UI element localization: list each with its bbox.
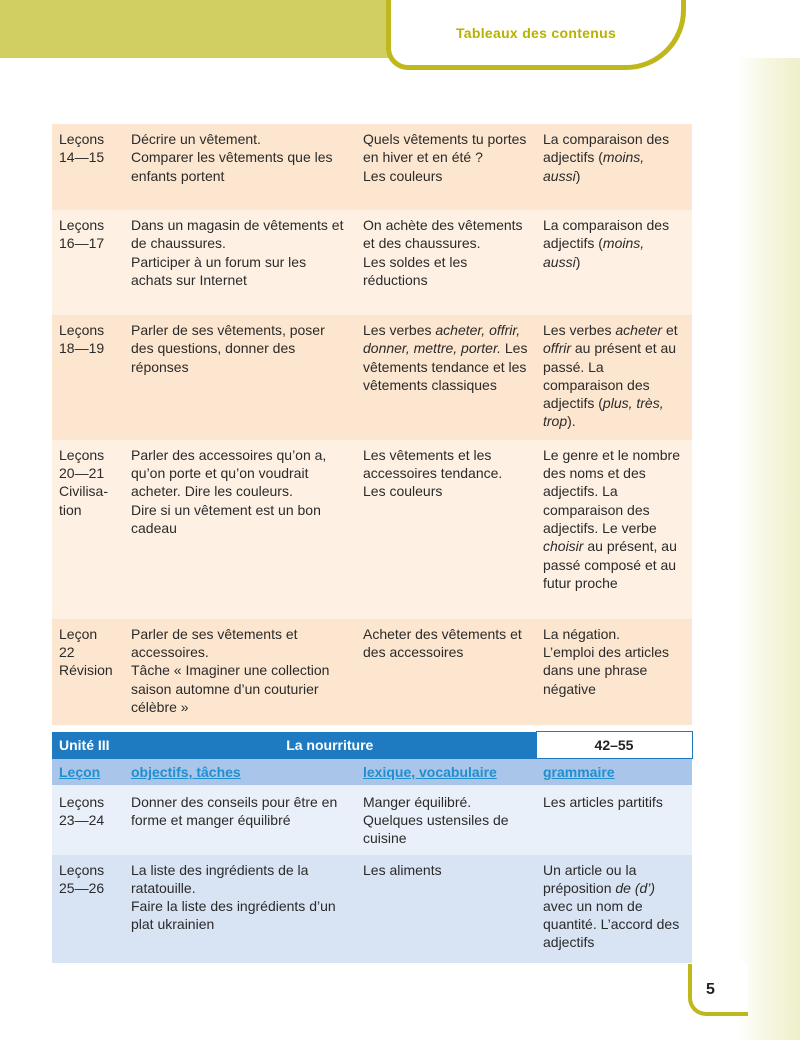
vocabulary-cell: Quels vêtements tu portes en hiver et en été ? Les couleurs (356, 124, 536, 210)
contents-tables (52, 124, 692, 963)
vocabulary-cell: Les aliments (356, 855, 536, 963)
table-row (52, 315, 692, 440)
table-row (52, 619, 692, 725)
vocabulary-cell: Les vêtements et les accessoires tendance. Les couleurs (356, 440, 536, 619)
unit-pages: 42–55 (536, 732, 692, 759)
grammar-cell: La comparaison des adjectifs (moins, aussi) (536, 210, 692, 315)
vocabulary-cell: Manger équilibré. Quelques ustensiles de cuisine (356, 785, 536, 855)
vocabulary-cell: Les verbes acheter, offrir, donner, mettre, porter. Les vêtements tendance et les vêtements classiques (356, 315, 536, 440)
column-header-grammar: grammaire (536, 759, 692, 786)
grammar-cell: Un article ou la préposition de (d’) avec un nom de quantité. L’accord des adjectifs (536, 855, 692, 963)
column-header-objectives: objectifs, tâches (124, 759, 356, 786)
unit-content-table (52, 731, 693, 963)
objectives-cell: Donner des conseils pour être en forme et manger équilibré (124, 785, 356, 855)
unit-label: Unité III (52, 732, 124, 759)
objectives-cell: Parler de ses vêtements, poser des questions, donner des réponses (124, 315, 356, 440)
lesson-cell: Leçons 18—19 (52, 315, 124, 440)
unit-title: La nourriture (124, 732, 536, 759)
column-header-lesson: Leçon (52, 759, 124, 786)
vocabulary-cell: Acheter des vêtements et des accessoires (356, 619, 536, 725)
page-number-frame (688, 964, 748, 1016)
page-number: 5 (706, 981, 715, 998)
lesson-cell: Leçons 16—17 (52, 210, 124, 315)
lesson-cell: Leçon 22 Révision (52, 619, 124, 725)
unit-header-row (52, 732, 692, 759)
upper-content-table (52, 124, 692, 725)
vocabulary-cell: On achète des vêtements et des chaussures. Les soldes et les réductions (356, 210, 536, 315)
objectives-cell: La liste des ingrédients de la ratatouille. Faire la liste des ingrédients d’un plat ukrainien (124, 855, 356, 963)
table-row (52, 785, 692, 855)
lesson-cell: Leçons 14—15 (52, 124, 124, 210)
grammar-cell: Les verbes acheter et offrir au présent et au passé. La comparaison des adjectifs (plus, très, trop). (536, 315, 692, 440)
objectives-cell: Parler de ses vêtements et accessoires. Tâche « Imaginer une collection saison automne d’un couturier célèbre » (124, 619, 356, 725)
grammar-cell: Le genre et le nombre des noms et des adjectifs. La comparaison des adjectifs. Le verbe choisir au présent, au passé composé et au futur proche (536, 440, 692, 619)
objectives-cell: Décrire un vêtement. Comparer les vêtements que les enfants portent (124, 124, 356, 210)
page-header-title: Tableaux des contenus (455, 25, 617, 41)
table-row (52, 440, 692, 619)
objectives-cell: Dans un magasin de vêtements et de chaussures. Participer à un forum sur les achats sur Internet (124, 210, 356, 315)
column-header-vocabulary: lexique, vocabulaire (356, 759, 536, 786)
page-margin-band (738, 0, 800, 1040)
table-row (52, 210, 692, 315)
lesson-cell: Leçons 20—21 Civilisa- tion (52, 440, 124, 619)
table-row (52, 124, 692, 210)
grammar-cell: La comparaison des adjectifs (moins, aussi) (536, 124, 692, 210)
lesson-cell: Leçons 23—24 (52, 785, 124, 855)
table-row (52, 855, 692, 963)
objectives-cell: Parler des accessoires qu’on a, qu’on porte et qu’on voudrait acheter. Dire les couleurs. Dire si un vêtement est un bon cadeau (124, 440, 356, 619)
lesson-cell: Leçons 25—26 (52, 855, 124, 963)
grammar-cell: Les articles partitifs (536, 785, 692, 855)
grammar-cell: La négation. L’emploi des articles dans une phrase négative (536, 619, 692, 725)
column-header-row (52, 759, 692, 786)
